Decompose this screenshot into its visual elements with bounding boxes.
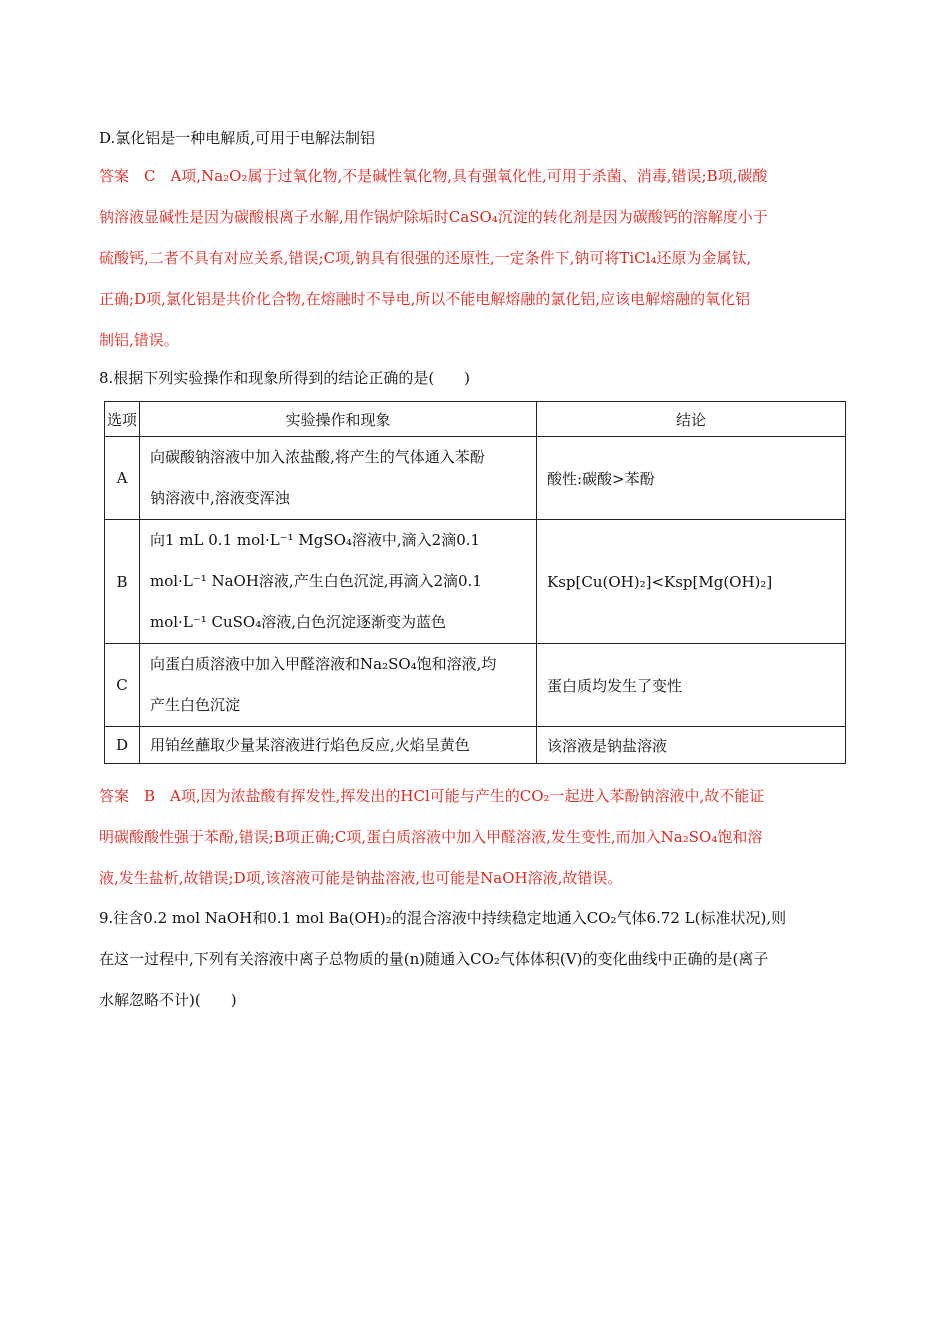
- row-conclusion: 酸性:碳酸>苯酚: [537, 437, 846, 520]
- row-option: A: [105, 437, 140, 520]
- row-conclusion: 该溶液是钠盐溶液: [537, 727, 846, 764]
- row-conclusion: 蛋白质均发生了变性: [537, 644, 846, 727]
- table-row: [105, 644, 846, 727]
- row-option: D: [105, 727, 140, 764]
- table-row: [105, 727, 846, 764]
- q7-answer-line-3: 硫酸钙,二者不具有对应关系,错误;C项,钠具有很强的还原性,一定条件下,钠可将TiCl₄还原为金属钛,: [99, 249, 752, 267]
- operation-line: 向碳酸钠溶液中加入浓盐酸,将产生的气体通入苯酚: [150, 448, 485, 466]
- row-conclusion: Ksp[Cu(OH)₂]<Ksp[Mg(OH)₂]: [537, 520, 846, 644]
- q9-stem-line-3: 水解忽略不计)( ): [99, 991, 237, 1009]
- q8-stem: 8.根据下列实验操作和现象所得到的结论正确的是( ): [99, 369, 471, 387]
- row-operation: [140, 520, 537, 644]
- operation-line: 钠溶液中,溶液变浑浊: [150, 489, 290, 507]
- row-option: B: [105, 520, 140, 644]
- q8-table: [104, 401, 846, 764]
- q8-answer-line-2: 明碳酸酸性强于苯酚,错误;B项正确;C项,蛋白质溶液中加入甲醛溶液,发生变性,而加入Na₂SO₄饱和溶: [99, 828, 763, 846]
- row-operation: [140, 644, 537, 727]
- row-operation: [140, 727, 537, 764]
- operation-line: 用铂丝蘸取少量某溶液进行焰色反应,火焰呈黄色: [150, 736, 470, 754]
- row-operation: [140, 437, 537, 520]
- operation-line: 向蛋白质溶液中加入甲醛溶液和Na₂SO₄饱和溶液,均: [150, 655, 497, 673]
- q7-option-d: D.氯化铝是一种电解质,可用于电解法制铝: [99, 129, 376, 147]
- q9-stem-line-2: 在这一过程中,下列有关溶液中离子总物质的量(n)随通入CO₂气体体积(V)的变化曲线中正确的是(离子: [99, 950, 769, 968]
- q7-answer-line-2: 钠溶液显碱性是因为碳酸根离子水解,用作锅炉除垢时CaSO₄沉淀的转化剂是因为碳酸钙的溶解度小于: [99, 208, 768, 226]
- table-header-row: [105, 402, 846, 437]
- q8-answer-line-1: 答案 B A项,因为浓盐酸有挥发性,挥发出的HCl可能与产生的CO₂一起进入苯酚钠溶液中,故不能证: [99, 787, 765, 805]
- table-row: [105, 437, 846, 520]
- header-conclusion: 结论: [537, 402, 846, 437]
- q7-answer-line-1: 答案 C A项,Na₂O₂属于过氧化物,不是碱性氧化物,具有强氧化性,可用于杀菌、消毒,错误;B项,碳酸: [99, 167, 768, 185]
- operation-line: mol·L⁻¹ NaOH溶液,产生白色沉淀,再滴入2滴0.1: [150, 572, 482, 590]
- operation-line: 向1 mL 0.1 mol·L⁻¹ MgSO₄溶液中,滴入2滴0.1: [150, 531, 481, 549]
- header-option: 选项: [105, 402, 140, 437]
- q8-answer-line-3: 液,发生盐析,故错误;D项,该溶液可能是钠盐溶液,也可能是NaOH溶液,故错误。: [99, 869, 623, 887]
- operation-line: mol·L⁻¹ CuSO₄溶液,白色沉淀逐渐变为蓝色: [150, 613, 446, 631]
- header-operation: 实验操作和现象: [140, 402, 537, 437]
- q7-answer-line-5: 制铝,错误。: [99, 331, 179, 349]
- operation-line: 产生白色沉淀: [150, 696, 241, 714]
- q9-stem-line-1: 9.往含0.2 mol NaOH和0.1 mol Ba(OH)₂的混合溶液中持续稳定地通入CO₂气体6.72 L(标准状况),则: [99, 909, 787, 927]
- q7-answer-line-4: 正确;D项,氯化铝是共价化合物,在熔融时不导电,所以不能电解熔融的氯化铝,应该电解熔融的氧化铝: [99, 290, 751, 308]
- row-option: C: [105, 644, 140, 727]
- table-row: [105, 520, 846, 644]
